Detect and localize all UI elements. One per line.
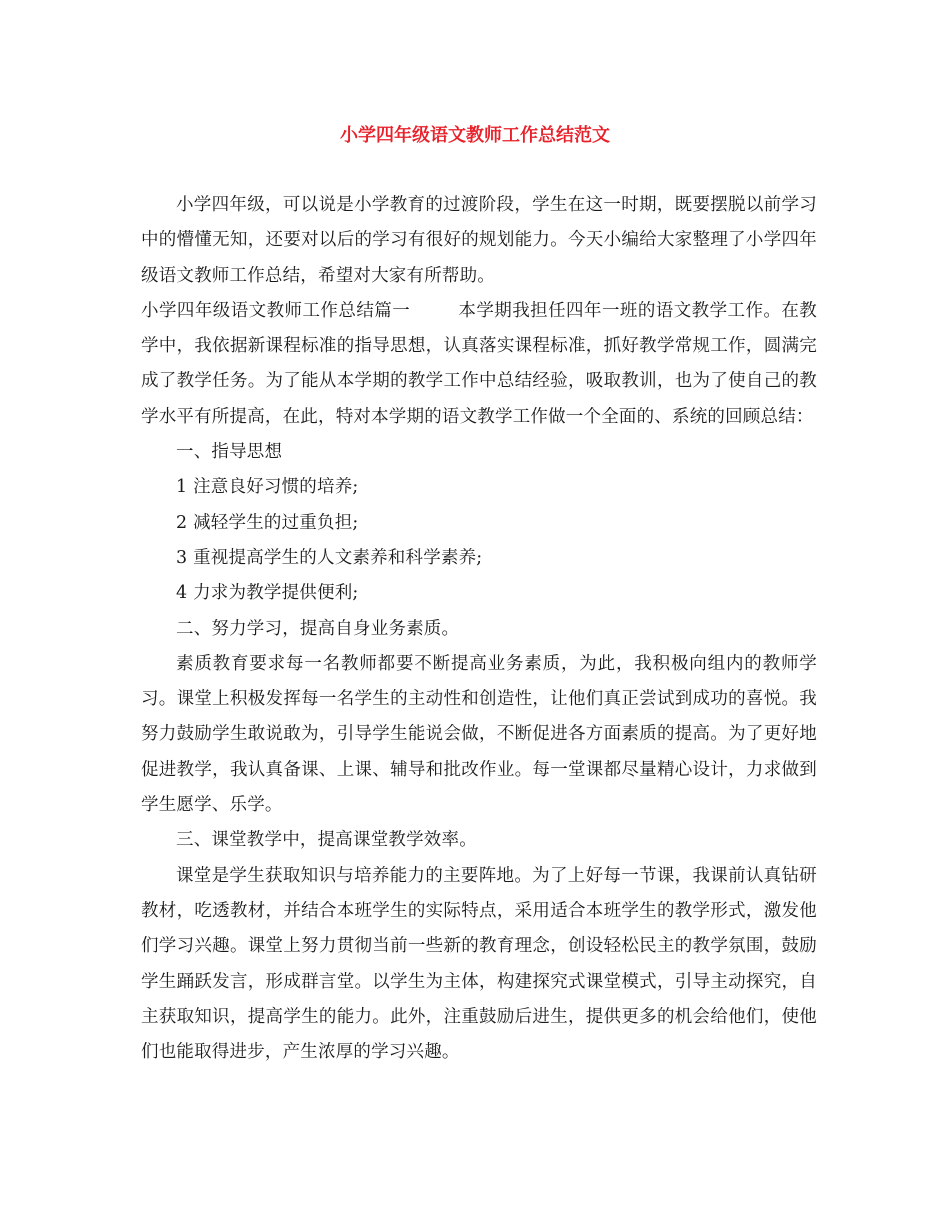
part2-heading: 二、努力学习，提高自身业务素质。 (176, 618, 460, 639)
part1-heading: 一、指导思想 (176, 442, 283, 463)
part2-paragraph: 素质教育要求每一名教师都要不断提高业务素质，为此，我积极向组内的教师学习。课堂上积极发挥每一名学生的主动性和创造性，让他们真正尝试到成功的喜悦。我努力鼓励学生敢说敢为，引导学生能说会做，不断促进各方面素质的提高。为了更好地促进教学，我认真备课、上课、辅导和批改作业。每一堂课都尽量精心设计，力求做到学生愿学、乐学。 (141, 653, 817, 816)
part1-item-3: 3 重视提高学生的人文素养和科学素养; (176, 547, 483, 568)
section-intro-text: 本学期我担任四年一班的语文教学工作。在教学中，我依据新课程标准的指导思想，认真落实课程标准，抓好教学常规工作，圆满完成了教学任务。为了能从本学期的教学工作中总结经验，吸取教训，也为了使自己的教学水平有所提高，在此，特对本学期的语文教学工作做一个全面的、系统的回顾总结： (141, 300, 818, 427)
section-heading: 小学四年级语文教师工作总结篇一 (141, 300, 411, 321)
part3-paragraph: 课堂是学生获取知识与培养能力的主要阵地。为了上好每一节课，我课前认真钻研教材，吃透教材，并结合本班学生的实际特点，采用适合本班学生的教学形式，激发他们学习兴趣。课堂上努力贯彻当前一些新的教育理念，创设轻松民主的教学氛围，鼓励学生踊跃发言，形成群言堂。以学生为主体，构建探究式课堂模式，引导主动探究，自主获取知识，提高学生的能力。此外，注重鼓励后进生，提供更多的机会给他们，使他们也能取得进步，产生浓厚的学习兴趣。 (141, 865, 817, 1063)
intro-paragraph: 小学四年级，可以说是小学教育的过渡阶段，学生在这一时期，既要摆脱以前学习中的懵懂无知，还要对以后的学习有很好的规划能力。今天小编给大家整理了小学四年级语文教师工作总结，希望对大家有所帮助。 (141, 195, 817, 286)
part1-item-1: 1 注意良好习惯的培养; (176, 477, 359, 498)
part1-item-4: 4 力求为教学提供便利; (176, 583, 359, 604)
part1-item-2: 2 减轻学生的过重负担; (176, 512, 359, 533)
part3-heading: 三、课堂教学中，提高课堂教学效率。 (176, 830, 477, 851)
document-body (141, 188, 817, 1070)
document-title: 小学四年级语文教师工作总结范文 (340, 125, 610, 146)
section-paragraph (141, 294, 817, 435)
